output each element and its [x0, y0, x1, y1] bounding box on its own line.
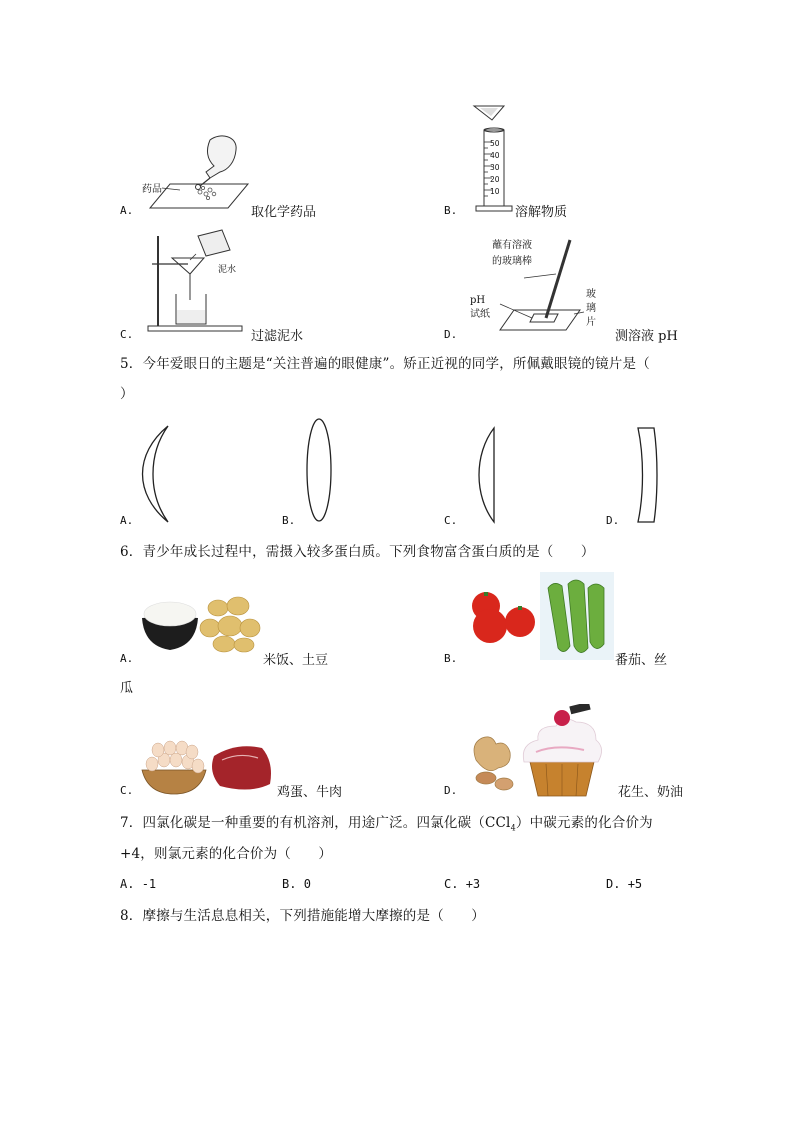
cylinder-tick: 50 — [490, 139, 500, 148]
q6-option-a-letter: A. — [120, 652, 134, 665]
lens-plano-convex-figure — [476, 426, 500, 524]
photo-peanut-cream — [466, 704, 616, 798]
q7-stem-line2: +4，则氯元素的化合价为（ ） — [120, 846, 333, 862]
lens-concave-figure — [634, 426, 660, 524]
figure-label-chemical: 药品 — [142, 184, 162, 195]
figure-label-muddy-water: 泥水 — [218, 265, 237, 275]
q4-option-d-caption: 测溶液 pH — [615, 329, 678, 344]
figure-label-rod: 蘸有溶液 — [492, 240, 532, 251]
q7-option-a: A. -1 — [120, 877, 157, 891]
figure-label-test-paper: 试纸 — [470, 309, 490, 320]
figure-label-glass: 璃 — [586, 303, 596, 314]
q5-stem-line2: ） — [120, 386, 134, 402]
q5-option-a-letter: A. — [120, 514, 134, 527]
q6-option-c-letter: C. — [120, 784, 134, 797]
q6-stem: 6．青少年成长过程中，需摄入较多蛋白质。下列食物富含蛋白质的是（ ） — [120, 544, 595, 560]
q7-option-b: B. 0 — [282, 877, 311, 891]
figure-graduated-cylinder — [470, 102, 540, 214]
lens-meniscus-figure — [140, 424, 180, 524]
q6-option-d-letter: D. — [444, 784, 458, 797]
q5-stem — [120, 352, 680, 402]
q5-option-c-letter: C. — [444, 514, 458, 527]
q7-stem-line1: 7．四氯化碳是一种重要的有机溶剂，用途广泛。四氯化碳（CCl$_4$）中碳元素的化合价为 — [120, 815, 653, 833]
cylinder-tick: 30 — [490, 163, 500, 172]
q4-option-c-caption: 过滤泥水 — [251, 329, 304, 344]
figure-take-chemical — [140, 132, 250, 212]
figure-label-ph: pH — [470, 295, 486, 306]
q5-option-d-letter: D. — [606, 514, 620, 527]
q7-option-c: C. +3 — [444, 877, 481, 891]
q4-option-b-letter: B. — [444, 204, 458, 217]
figure-ph-test — [470, 234, 610, 338]
q7-subscript: 4 — [510, 823, 516, 833]
q4-option-a-caption: 取化学药品 — [251, 205, 317, 220]
photo-tomato-luffa — [468, 572, 614, 660]
q4-option-d-letter: D. — [444, 328, 458, 341]
cylinder-tick: 10 — [490, 187, 500, 196]
figure-label-rod: 的玻璃棒 — [492, 256, 532, 267]
figure-filtration — [140, 226, 250, 334]
q6-option-b-letter: B. — [444, 652, 458, 665]
q6-option-d-caption: 花生、奶油 — [618, 785, 684, 800]
q5-option-b-letter: B. — [282, 514, 296, 527]
q6-option-c-caption: 鸡蛋、牛肉 — [277, 785, 343, 800]
q6-option-b-caption-wrap: 瓜 — [120, 681, 134, 696]
q7-option-d: D. +5 — [606, 877, 643, 891]
q6-option-a-caption: 米饭、土豆 — [263, 653, 329, 668]
figure-label-glass: 玻 — [586, 289, 596, 300]
cylinder-tick: 20 — [490, 175, 500, 184]
photo-eggs-beef — [140, 736, 276, 796]
q4-option-c-letter: C. — [120, 328, 134, 341]
q8-stem: 8．摩擦与生活息息相关，下列措施能增大摩擦的是（ ） — [120, 908, 485, 924]
photo-rice-potato — [140, 592, 262, 654]
lens-biconvex-figure — [304, 416, 334, 524]
q4-option-a-letter: A. — [120, 204, 134, 217]
cylinder-tick: 40 — [490, 151, 500, 160]
q4-option-b-caption: 溶解物质 — [515, 205, 568, 220]
q6-option-b-caption: 番茄、丝 — [615, 653, 668, 668]
q5-stem-line1: 5．今年爱眼日的主题是“关注普遍的眼健康”。矫正近视的同学，所佩戴眼镜的镜片是（ — [120, 356, 650, 372]
figure-label-glass: 片 — [586, 317, 596, 328]
